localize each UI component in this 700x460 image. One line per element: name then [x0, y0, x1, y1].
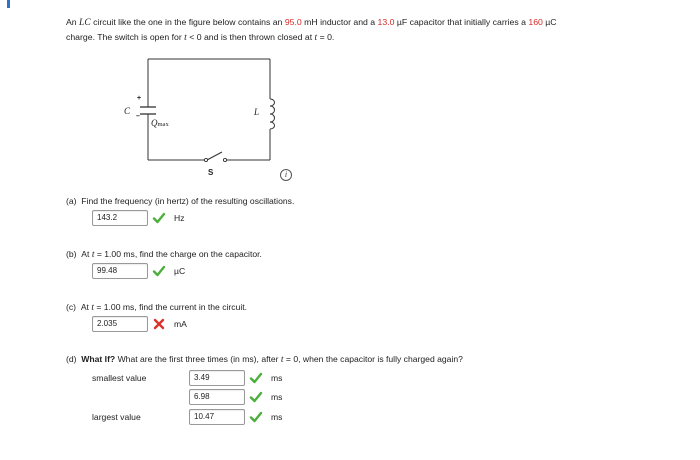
- question-text: What are the first three times (in ms), after: [115, 354, 281, 364]
- checkmark-icon: [249, 410, 263, 424]
- part-tag: (a): [66, 196, 77, 206]
- part-b-answer-input[interactable]: 99.48: [92, 263, 148, 279]
- plus-sign: +: [137, 95, 142, 102]
- part-b: [66, 248, 262, 261]
- part-d-answer-input-2[interactable]: 6.98: [189, 389, 245, 405]
- part-tag: (b): [66, 249, 77, 259]
- charge-value: 160: [528, 17, 543, 27]
- part-c: [66, 301, 247, 314]
- question-text: At: [81, 249, 92, 259]
- unit-label: µC: [174, 266, 186, 276]
- qmax-subscript: max: [157, 121, 169, 128]
- problem-text: circuit like the one in the figure below contains an: [90, 17, 285, 27]
- part-d-question: [66, 353, 463, 366]
- accent-bar: [7, 0, 10, 8]
- part-d-answer-row-2: [189, 389, 282, 405]
- part-tag: (d): [66, 354, 77, 364]
- problem-text: t: [184, 33, 187, 43]
- part-tag: (c): [66, 302, 77, 312]
- part-d-answer-row-3: [189, 409, 282, 425]
- question-variable: t: [91, 250, 95, 260]
- unit-label: ms: [271, 412, 283, 422]
- checkmark-icon: [249, 371, 263, 385]
- part-d-answer-row-1: [189, 370, 282, 386]
- question-text: Find the frequency (in hertz) of the resulting oscillations.: [81, 196, 295, 206]
- minus-sign: –: [136, 113, 140, 120]
- part-c-answer-row: [92, 316, 187, 332]
- part-c-answer-input[interactable]: 2.035: [92, 316, 148, 332]
- problem-text: An: [66, 17, 80, 27]
- inductor-label: L: [254, 107, 260, 117]
- problem-text: = 0.: [317, 32, 335, 42]
- what-if-label: What If?: [81, 354, 116, 364]
- capacitor-label: C: [124, 106, 131, 116]
- info-icon[interactable]: [280, 169, 292, 181]
- problem-text: µF capacitor that initially carries a: [394, 17, 529, 27]
- x-mark-icon: [152, 317, 166, 331]
- part-a-question: [66, 195, 294, 207]
- checkmark-icon: [152, 264, 166, 278]
- question-text: At: [80, 302, 92, 312]
- qmax-symbol: Q: [151, 118, 158, 128]
- inductance-value: 95.0: [284, 17, 302, 27]
- unit-label: ms: [271, 373, 283, 383]
- part-b-answer-row: [92, 263, 185, 279]
- question-variable: t: [91, 303, 94, 313]
- qmax-label: [151, 118, 169, 128]
- capacitance-value: 13.0: [377, 17, 395, 27]
- part-d: [66, 353, 463, 366]
- part-a-answer-input[interactable]: 143.2: [92, 210, 148, 226]
- info-icon-glyph: i: [284, 170, 288, 179]
- problem-text: charge. The switch is open for: [66, 32, 185, 42]
- problem-text: µC: [542, 17, 557, 27]
- problem-text: t: [314, 33, 318, 43]
- checkmark-icon: [152, 211, 166, 225]
- checkmark-icon: [249, 390, 263, 404]
- problem-text: mH inductor and a: [301, 17, 378, 27]
- problem-text: LC: [79, 18, 91, 28]
- part-b-question: [66, 248, 262, 261]
- part-c-question: [66, 301, 247, 314]
- question-text: = 1.00 ms, find the charge on the capacitor.: [94, 249, 262, 259]
- unit-label: ms: [271, 392, 283, 402]
- part-d-answer-input-3[interactable]: 10.47: [189, 409, 245, 425]
- question-text: = 0, when the capacitor is fully charged again?: [283, 354, 463, 364]
- switch-label: S: [208, 168, 214, 177]
- part-d-answer-input-1[interactable]: 3.49: [189, 370, 245, 386]
- problem-statement: [66, 15, 676, 45]
- unit-label: mA: [174, 319, 187, 329]
- question-text: = 1.00 ms, find the current in the circuit.: [93, 302, 248, 312]
- question-variable: t: [280, 355, 284, 365]
- smallest-value-label: smallest value: [92, 373, 147, 383]
- part-a: [66, 195, 294, 207]
- unit-label: Hz: [174, 213, 185, 223]
- largest-value-label: largest value: [92, 412, 141, 422]
- problem-text: < 0 and is then thrown closed at: [186, 32, 315, 42]
- part-a-answer-row: [92, 210, 185, 226]
